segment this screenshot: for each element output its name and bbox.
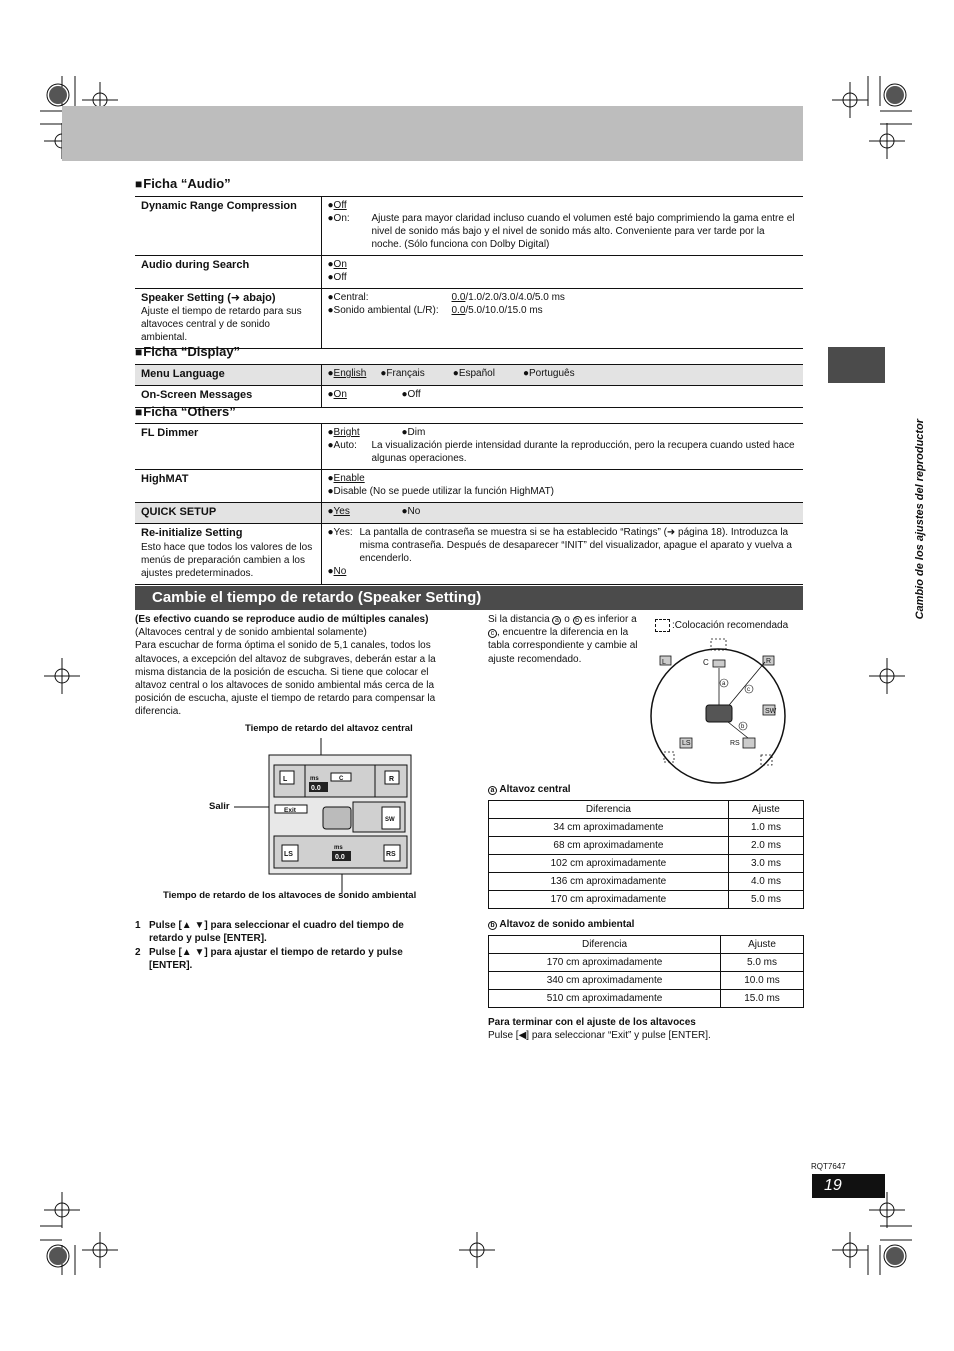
table-row: Dynamic Range Compression ●Off ●On: Ajuste para mayor claridad incluso cuando el volumen esté bajo comprimiendo la gama entre el nivel de sonido más bajo y el nivel de sonido más alto. Conveniente para ver tarde por la noche. (Sólo funciona con Dolby Digital) xyxy=(135,197,803,256)
osd-sw: SW xyxy=(385,817,395,823)
osd-ls: LS xyxy=(284,851,293,858)
list-item: 2 Pulse [▲ ▼] para ajustar el tiempo de retardo y pulse [ENTER]. xyxy=(135,947,403,971)
surround-delay-label: Tiempo de retardo de los altavoces de sonido ambiental xyxy=(163,890,417,901)
setting-sublabel: Ajuste el tiempo de retardo para sus altavoces central y de sonido ambiental. xyxy=(141,306,302,344)
table-a-title: a Altavoz central xyxy=(488,783,571,796)
page-number: 19 xyxy=(812,1174,885,1198)
display-tab-heading: ■Ficha “Display” xyxy=(135,344,241,359)
setting-label: Re-initialize Setting xyxy=(141,527,243,540)
speaker-setting-osd xyxy=(230,735,420,895)
surround-delay-table xyxy=(488,935,804,1008)
table-row: 510 cm aproximadamente 15.0 ms xyxy=(489,990,804,1008)
room-l: L xyxy=(662,659,666,666)
sidebar-chapter-title: Cambio de los ajustes del reproductor xyxy=(913,418,926,620)
table-row: Re-initialize Setting Esto hace que todos los valores de los menús de preparación cambien a los ajustes predeterminados. ●Yes: La pantalla de contraseña se muestra si se ha establecido “Ratings” (➜ página 18). Introduzca la misma contraseña. Después de desaparecer “INIT” del visualizador, apague el aparato y vuelva a encenderlo. ●No xyxy=(135,524,803,584)
table-row: Speaker Setting (➜ abajo) Ajuste el tiempo de retardo para sus altavoces central y de sonido ambiental. ●Central: 0.0/1.0/2.0/3.0/4.0/5.0 ms ●Sonido ambiental (L/R): 0.0/5.0/10.0/15.0 ms xyxy=(135,289,803,349)
audio-settings-table xyxy=(135,196,803,349)
table-row: QUICK SETUP ●Yes ●No xyxy=(135,503,803,524)
central-delay-table xyxy=(488,800,804,909)
audio-tab-heading: ■Ficha “Audio” xyxy=(135,176,231,191)
intro-text: (Es efectivo cuando se reproduce audio de múltiples canales) (Altavoces central y de sonido ambiental solamente) Para escuchar de forma óptima el sonido de 5,1 canales, todos los altavoces, a excepción del altavoz de subgraves, deberán estar a la misma distancia de la posición de escucha. Si tiene que colocar el altavoz central o los altavoces de sonido ambiental más cerca de la posición de escucha, ajuste el tiempo de retardo para compensar la diferencia. xyxy=(135,614,436,718)
table-header: Diferencia Ajuste xyxy=(489,936,804,954)
finish-instructions: Para terminar con el ajuste de los altavoces Pulse [◀] para seleccionar “Exit” y pulse [ENTER]. xyxy=(488,1017,711,1042)
recommended-legend: :Colocación recomendada xyxy=(672,620,789,631)
table-row: FL Dimmer ●Bright ●Dim ●Auto: La visualización pierde intensidad durante la reproducción, pero la recupera cuando usted hace algunas operaciones. xyxy=(135,424,803,470)
room-sw: SW xyxy=(765,708,777,715)
setting-label: Menu Language xyxy=(141,368,225,380)
room-b: b xyxy=(741,724,745,730)
setting-label: Dynamic Range Compression xyxy=(141,200,297,212)
list-item: 1 Pulse [▲ ▼] para seleccionar el cuadro del tiempo de retardo y pulse [ENTER]. xyxy=(135,920,404,944)
osd-ms-s: ms xyxy=(334,845,343,851)
table-row: Menu Language ●English ●Français ●Español ●Português xyxy=(135,365,803,386)
recommended-position-icon xyxy=(655,619,670,632)
osd-exit: Exit xyxy=(284,807,296,814)
room-layout-diagram xyxy=(645,634,795,784)
setting-label: FL Dimmer xyxy=(141,427,199,439)
option-description: Ajuste para mayor claridad incluso cuando el volumen esté bajo comprimiendo la gama entre el nivel de sonido más bajo y el nivel de sonido más alto. Conveniente para ver tarde por la noche. (Sólo funciona con Dolby Digital) xyxy=(371,213,795,250)
table-row: On-Screen Messages ●On ●Off xyxy=(135,386,803,407)
setting-sublabel: Esto hace que todos los valores de los menús de preparación cambien a los ajustes predeterminados. xyxy=(141,541,313,579)
room-c-dist: c xyxy=(747,687,750,693)
doc-code: RQT7647 xyxy=(811,1162,846,1171)
osd-val-s: 0.0 xyxy=(335,854,345,861)
distance-intro: Si la distancia a o b es inferior a c , encuentre la diferencia en la tabla correspondiente y cambie al ajuste recomendado. xyxy=(488,614,638,665)
setting-label: Audio during Search xyxy=(141,259,250,271)
osd-c: C xyxy=(339,776,344,782)
room-r: R xyxy=(766,658,772,665)
room-c: C xyxy=(703,658,709,667)
table-row: 170 cm aproximadamente 5.0 ms xyxy=(489,891,804,909)
table-row: Audio during Search ●On ●Off xyxy=(135,256,803,289)
display-settings-table xyxy=(135,364,803,408)
table-row: 68 cm aproximadamente 2.0 ms xyxy=(489,837,804,855)
table-header: Diferencia Ajuste xyxy=(489,801,804,819)
sidebar-tab-block xyxy=(828,347,885,383)
table-row: 136 cm aproximadamente 4.0 ms xyxy=(489,873,804,891)
option-default: Off xyxy=(333,200,347,211)
option-default: On xyxy=(333,259,347,270)
room-a: a xyxy=(722,681,726,687)
setting-label: QUICK SETUP xyxy=(141,506,217,518)
setting-label: HighMAT xyxy=(141,473,189,485)
osd-val-c: 0.0 xyxy=(311,785,321,792)
salir-label: Salir xyxy=(209,801,230,812)
room-ls: LS xyxy=(682,740,691,747)
steps-list xyxy=(135,919,435,973)
table-b-title: b Altavoz de sonido ambiental xyxy=(488,918,634,931)
header-band xyxy=(62,106,803,161)
setting-label: On-Screen Messages xyxy=(141,389,253,402)
table-row: 34 cm aproximadamente 1.0 ms xyxy=(489,819,804,837)
table-row: 102 cm aproximadamente 3.0 ms xyxy=(489,855,804,873)
table-row: 340 cm aproximadamente 10.0 ms xyxy=(489,972,804,990)
others-settings-table xyxy=(135,423,803,585)
room-rs: RS xyxy=(730,740,740,747)
central-delay-label: Tiempo de retardo del altavoz central xyxy=(245,723,413,734)
others-tab-heading: ■Ficha “Others” xyxy=(135,404,236,419)
osd-rs: RS xyxy=(386,851,396,858)
table-row: HighMAT ●Enable ●Disable (No se puede utilizar la función HighMAT) xyxy=(135,470,803,503)
setting-label: Speaker Setting (➜ abajo) xyxy=(141,292,276,304)
osd-ms-c: ms xyxy=(310,776,319,782)
osd-r: R xyxy=(389,776,395,783)
section-banner: Cambie el tiempo de retardo (Speaker Setting) xyxy=(135,586,803,610)
table-row: 170 cm aproximadamente 5.0 ms xyxy=(489,954,804,972)
osd-l: L xyxy=(283,776,288,783)
